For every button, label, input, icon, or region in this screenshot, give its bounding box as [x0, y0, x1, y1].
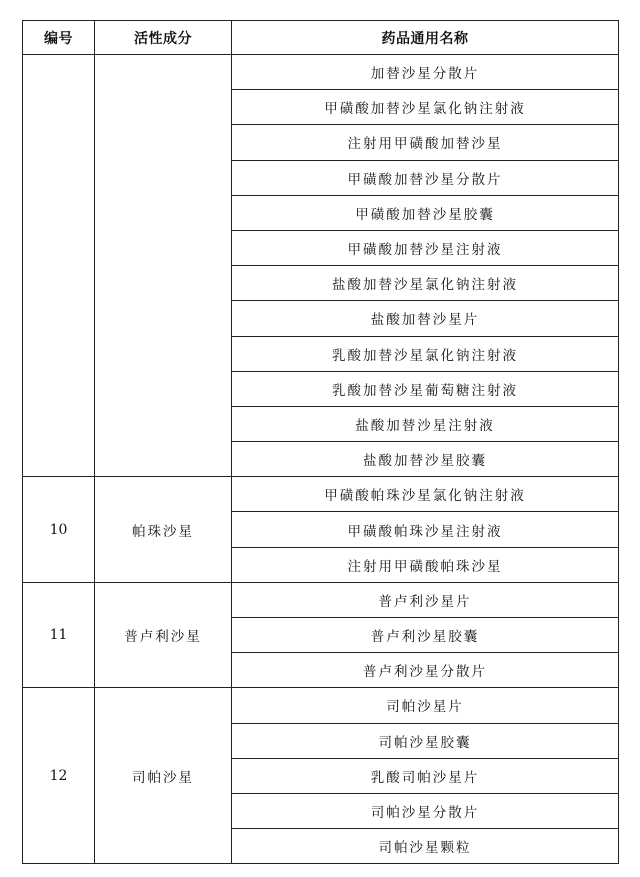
drug-name-cell: 甲磺酸帕珠沙星氯化钠注射液: [232, 477, 619, 512]
ingredient-cell: 普卢利沙星: [95, 582, 232, 688]
drug-name-cell: 司帕沙星片: [232, 688, 619, 723]
drug-name-cell: 乳酸加替沙星葡萄糖注射液: [232, 371, 619, 406]
drug-table: [22, 20, 619, 864]
drug-name-cell: 盐酸加替沙星注射液: [232, 406, 619, 441]
drug-name-cell: 注射用甲磺酸帕珠沙星: [232, 547, 619, 582]
group-id-cell: 12: [23, 688, 95, 864]
drug-name-cell: 盐酸加替沙星氯化钠注射液: [232, 266, 619, 301]
drug-name-cell: 甲磺酸加替沙星注射液: [232, 230, 619, 265]
group-id-cell: 11: [23, 582, 95, 688]
table-row: [23, 582, 619, 617]
drug-name-cell: 甲磺酸加替沙星胶囊: [232, 195, 619, 230]
drug-name-cell: 乳酸司帕沙星片: [232, 758, 619, 793]
drug-name-cell: 盐酸加替沙星胶囊: [232, 442, 619, 477]
ingredient-cell: 司帕沙星: [95, 688, 232, 864]
drug-name-cell: 司帕沙星分散片: [232, 793, 619, 828]
table-row: [23, 477, 619, 512]
group-id-cell: 10: [23, 477, 95, 583]
header-row: [23, 21, 619, 55]
ingredient-cell: [95, 55, 232, 477]
group-id-cell: [23, 55, 95, 477]
table-row: [23, 688, 619, 723]
drug-name-cell: 注射用甲磺酸加替沙星: [232, 125, 619, 160]
drug-name-cell: 乳酸加替沙星氯化钠注射液: [232, 336, 619, 371]
drug-name-cell: 甲磺酸帕珠沙星注射液: [232, 512, 619, 547]
drug-name-cell: 盐酸加替沙星片: [232, 301, 619, 336]
drug-name-cell: 普卢利沙星片: [232, 582, 619, 617]
drug-name-cell: 甲磺酸加替沙星分散片: [232, 160, 619, 195]
header-drug-name: 药品通用名称: [232, 21, 619, 55]
header-id: 编号: [23, 21, 95, 55]
drug-name-cell: 普卢利沙星分散片: [232, 653, 619, 688]
drug-name-cell: 普卢利沙星胶囊: [232, 618, 619, 653]
table-body: [23, 55, 619, 864]
drug-name-cell: 甲磺酸加替沙星氯化钠注射液: [232, 90, 619, 125]
header-ingredient: 活性成分: [95, 21, 232, 55]
drug-name-cell: 司帕沙星颗粒: [232, 829, 619, 864]
drug-name-cell: 加替沙星分散片: [232, 55, 619, 90]
ingredient-cell: 帕珠沙星: [95, 477, 232, 583]
table-row: [23, 55, 619, 90]
drug-name-cell: 司帕沙星胶囊: [232, 723, 619, 758]
